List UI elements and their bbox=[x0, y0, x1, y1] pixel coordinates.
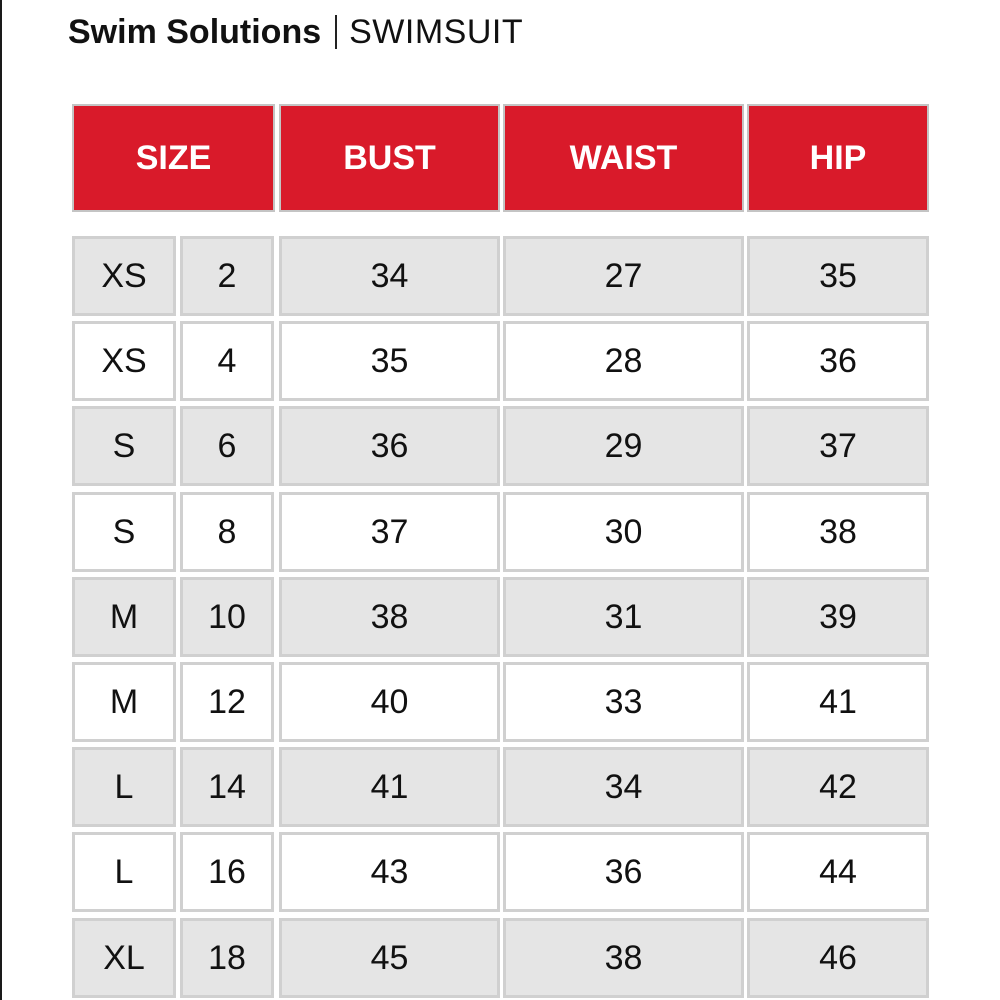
bust-cell: 43 bbox=[279, 832, 500, 912]
waist-cell: 33 bbox=[503, 662, 744, 742]
header-waist: WAIST bbox=[503, 104, 744, 212]
size-cell: M bbox=[72, 577, 176, 657]
bust-cell: 36 bbox=[279, 406, 500, 486]
bust-cell: 41 bbox=[279, 747, 500, 827]
waist-cell: 38 bbox=[503, 918, 744, 998]
bust-cell: 34 bbox=[279, 236, 500, 316]
hip-cell: 41 bbox=[747, 662, 929, 742]
size-cell: S bbox=[72, 406, 176, 486]
waist-cell: 29 bbox=[503, 406, 744, 486]
bust-cell: 40 bbox=[279, 662, 500, 742]
header-bust: BUST bbox=[279, 104, 500, 212]
size-cell: XS bbox=[72, 236, 176, 316]
number-cell: 10 bbox=[180, 577, 274, 657]
number-cell: 4 bbox=[180, 321, 274, 401]
hip-cell: 38 bbox=[747, 492, 929, 572]
chart-title bbox=[68, 12, 523, 52]
bust-cell: 38 bbox=[279, 577, 500, 657]
bust-cell: 45 bbox=[279, 918, 500, 998]
number-cell: 12 bbox=[180, 662, 274, 742]
header-size: SIZE bbox=[72, 104, 275, 212]
hip-cell: 37 bbox=[747, 406, 929, 486]
hip-cell: 39 bbox=[747, 577, 929, 657]
number-cell: 14 bbox=[180, 747, 274, 827]
hip-cell: 35 bbox=[747, 236, 929, 316]
size-cell: XL bbox=[72, 918, 176, 998]
waist-cell: 28 bbox=[503, 321, 744, 401]
number-cell: 6 bbox=[180, 406, 274, 486]
bust-cell: 37 bbox=[279, 492, 500, 572]
header-hip: HIP bbox=[747, 104, 929, 212]
hip-cell: 36 bbox=[747, 321, 929, 401]
waist-cell: 27 bbox=[503, 236, 744, 316]
number-cell: 8 bbox=[180, 492, 274, 572]
number-cell: 18 bbox=[180, 918, 274, 998]
waist-cell: 36 bbox=[503, 832, 744, 912]
waist-cell: 30 bbox=[503, 492, 744, 572]
size-cell: XS bbox=[72, 321, 176, 401]
bust-cell: 35 bbox=[279, 321, 500, 401]
hip-cell: 46 bbox=[747, 918, 929, 998]
size-cell: L bbox=[72, 832, 176, 912]
title-divider bbox=[335, 15, 337, 49]
number-cell: 2 bbox=[180, 236, 274, 316]
size-cell: S bbox=[72, 492, 176, 572]
left-edge-divider bbox=[0, 0, 2, 1000]
product-name: SWIMSUIT bbox=[349, 12, 524, 51]
size-cell: L bbox=[72, 747, 176, 827]
hip-cell: 44 bbox=[747, 832, 929, 912]
waist-cell: 34 bbox=[503, 747, 744, 827]
waist-cell: 31 bbox=[503, 577, 744, 657]
number-cell: 16 bbox=[180, 832, 274, 912]
size-cell: M bbox=[72, 662, 176, 742]
brand-name: Swim Solutions bbox=[68, 12, 322, 51]
hip-cell: 42 bbox=[747, 747, 929, 827]
